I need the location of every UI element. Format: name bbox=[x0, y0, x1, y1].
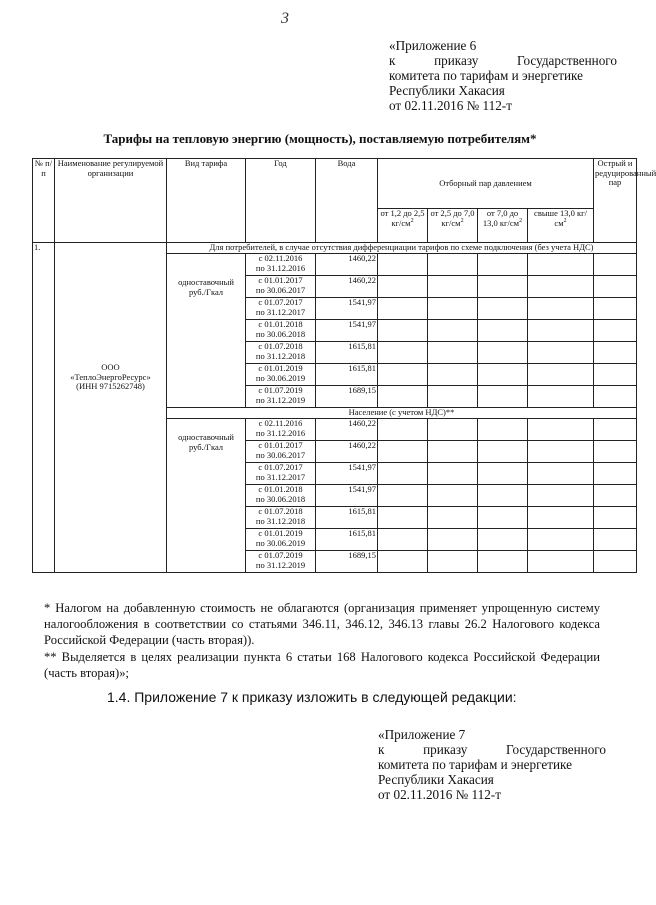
period-line: с 01.07.2018 bbox=[258, 341, 303, 351]
empty-cell bbox=[528, 507, 594, 529]
section-row bbox=[33, 243, 637, 254]
header-sharp-steam: Острый и редуцированный пар bbox=[594, 159, 637, 243]
empty-cell bbox=[378, 419, 428, 441]
appendix-line bbox=[389, 53, 617, 68]
footnote-2: ** Выделяется в целях реализации пункта 6 статьи 168 Налогового кодекса Российской Федерации (часть вторая)»; bbox=[44, 649, 600, 680]
period-line: с 01.01.2017 bbox=[258, 440, 303, 450]
water-tariff-value: 1541,97 bbox=[316, 485, 378, 507]
empty-cell bbox=[594, 529, 637, 551]
row-number: 1. bbox=[33, 243, 55, 573]
water-tariff-value: 1615,81 bbox=[316, 364, 378, 386]
empty-cell bbox=[378, 463, 428, 485]
appendix-line: Республики Хакасия bbox=[389, 83, 505, 98]
empty-cell bbox=[428, 507, 478, 529]
empty-cell bbox=[428, 529, 478, 551]
empty-cell bbox=[478, 342, 528, 364]
water-tariff-value: 1689,15 bbox=[316, 551, 378, 573]
appendix-line: от 02.11.2016 № 112-т bbox=[378, 787, 501, 802]
empty-cell bbox=[378, 364, 428, 386]
empty-cell bbox=[428, 485, 478, 507]
header-organization: Наименование регулируемой организации bbox=[55, 159, 167, 243]
appendix-header-bottom bbox=[378, 727, 606, 802]
empty-cell bbox=[478, 441, 528, 463]
empty-cell bbox=[428, 441, 478, 463]
empty-cell bbox=[378, 386, 428, 408]
empty-cell bbox=[528, 441, 594, 463]
period-cell bbox=[246, 276, 316, 298]
period-cell bbox=[246, 342, 316, 364]
header-num: № п/ п bbox=[33, 159, 55, 243]
period-line: по 31.12.2018 bbox=[255, 515, 306, 526]
appendix-line: Республики Хакасия bbox=[378, 772, 494, 787]
empty-cell bbox=[594, 485, 637, 507]
empty-cell bbox=[428, 386, 478, 408]
appendix-line: комитета по тарифам и энергетике bbox=[389, 68, 583, 83]
header-tariff-type: Вид тарифа bbox=[167, 159, 246, 243]
period-line: с 01.01.2017 bbox=[258, 275, 303, 285]
empty-cell bbox=[478, 320, 528, 342]
header-water: Вода bbox=[316, 159, 378, 243]
appendix-line: от 02.11.2016 № 112-т bbox=[389, 98, 512, 113]
organization-line: «ТеплоЭнергоРесурс» bbox=[70, 371, 151, 382]
water-tariff-value: 1541,97 bbox=[316, 463, 378, 485]
water-tariff-value: 1460,22 bbox=[316, 254, 378, 276]
footnote-1: * Налогом на добавленную стоимость не облагаются (организация применяет упрощенную систему налогообложения в соответствии со статьями 346.11, 346.12, 346.13 главы 26.2 Налогового кодекса Российской Федерации (часть вторая)). bbox=[44, 601, 600, 648]
water-tariff-value: 1541,97 bbox=[316, 298, 378, 320]
empty-cell bbox=[378, 441, 428, 463]
section-title: Население (с учетом НДС)** bbox=[167, 408, 637, 419]
empty-cell bbox=[594, 298, 637, 320]
appendix-word: приказу bbox=[423, 742, 468, 757]
empty-cell bbox=[478, 529, 528, 551]
appendix-word: приказу bbox=[434, 53, 479, 68]
period-line: по 30.06.2017 bbox=[255, 284, 306, 295]
empty-cell bbox=[428, 342, 478, 364]
empty-cell bbox=[478, 276, 528, 298]
empty-cell bbox=[478, 298, 528, 320]
header-pressure-3: от 7,0 до 13,0 $кг/см^2$ bbox=[478, 209, 528, 243]
empty-cell bbox=[378, 320, 428, 342]
empty-cell bbox=[478, 507, 528, 529]
header-year: Год bbox=[246, 159, 316, 243]
period-line: по 31.12.2017 bbox=[255, 471, 306, 482]
empty-cell bbox=[378, 529, 428, 551]
appendix-line: комитета по тарифам и энергетике bbox=[378, 757, 572, 772]
empty-cell bbox=[594, 441, 637, 463]
empty-cell bbox=[478, 551, 528, 573]
period-cell bbox=[246, 254, 316, 276]
empty-cell bbox=[594, 551, 637, 573]
page-number: 3 bbox=[281, 10, 289, 27]
period-cell bbox=[246, 419, 316, 441]
period-line: с 01.07.2017 bbox=[258, 297, 303, 307]
empty-cell bbox=[528, 276, 594, 298]
empty-cell bbox=[528, 463, 594, 485]
document-title: Тарифы на тепловую энергию (мощность), поставляемую потребителям* bbox=[103, 131, 537, 146]
empty-cell bbox=[594, 254, 637, 276]
period-cell bbox=[246, 364, 316, 386]
period-line: по 30.06.2019 bbox=[255, 537, 306, 548]
period-line: по 30.06.2017 bbox=[255, 449, 306, 460]
water-tariff-value: 1689,15 bbox=[316, 386, 378, 408]
empty-cell bbox=[428, 463, 478, 485]
water-tariff-value: 1615,81 bbox=[316, 342, 378, 364]
empty-cell bbox=[594, 419, 637, 441]
appendix-header-top bbox=[389, 38, 617, 113]
appendix-word: к bbox=[378, 742, 385, 757]
empty-cell bbox=[528, 298, 594, 320]
organization-line: ООО bbox=[101, 362, 120, 373]
appendix-word: к bbox=[389, 53, 396, 68]
period-line: с 01.07.2019 bbox=[258, 385, 303, 395]
water-tariff-value: 1460,22 bbox=[316, 419, 378, 441]
empty-cell bbox=[478, 485, 528, 507]
water-tariff-value: 1460,22 bbox=[316, 441, 378, 463]
tariff-type-cell bbox=[167, 419, 246, 573]
empty-cell bbox=[378, 342, 428, 364]
water-tariff-value: 1615,81 bbox=[316, 507, 378, 529]
empty-cell bbox=[378, 254, 428, 276]
period-line: с 01.01.2018 bbox=[258, 484, 303, 494]
empty-cell bbox=[594, 463, 637, 485]
period-line: с 01.07.2018 bbox=[258, 506, 303, 516]
empty-cell bbox=[594, 320, 637, 342]
empty-cell bbox=[428, 364, 478, 386]
period-line: с 02.11.2016 bbox=[258, 418, 303, 428]
header-pressure-1: от 1,2 до 2,5 $кг/см^2$ bbox=[378, 209, 428, 243]
empty-cell bbox=[478, 386, 528, 408]
organization-cell bbox=[55, 243, 167, 573]
appendix-word: Государственного bbox=[517, 53, 617, 68]
period-cell bbox=[246, 320, 316, 342]
organization-line: (ИНН 9715262748) bbox=[76, 381, 145, 392]
period-line: с 01.01.2018 bbox=[258, 319, 303, 329]
empty-cell bbox=[378, 507, 428, 529]
empty-cell bbox=[594, 276, 637, 298]
period-cell bbox=[246, 298, 316, 320]
appendix-line: «Приложение 7 bbox=[378, 727, 466, 742]
empty-cell bbox=[528, 364, 594, 386]
appendix-line bbox=[378, 742, 606, 757]
period-cell bbox=[246, 529, 316, 551]
period-line: по 31.12.2018 bbox=[255, 350, 306, 361]
item-1-4: 1.4. Приложение 7 к приказу изложить в следующей редакции: bbox=[107, 689, 517, 705]
empty-cell bbox=[528, 485, 594, 507]
empty-cell bbox=[378, 298, 428, 320]
empty-cell bbox=[478, 364, 528, 386]
period-line: с 02.11.2016 bbox=[258, 253, 303, 263]
period-line: по 31.12.2019 bbox=[255, 559, 306, 570]
period-line: с 01.07.2017 bbox=[258, 462, 303, 472]
empty-cell bbox=[528, 342, 594, 364]
period-line: по 30.06.2019 bbox=[255, 372, 306, 383]
period-line: с 01.01.2019 bbox=[258, 363, 303, 373]
period-line: по 30.06.2018 bbox=[255, 328, 306, 339]
period-line: по 31.12.2016 bbox=[255, 262, 306, 273]
tariff-type-line: руб./Гкал bbox=[188, 441, 224, 452]
period-line: по 30.06.2018 bbox=[255, 493, 306, 504]
header-pressure-4: свыше 13,0 $кг/см^2$ bbox=[528, 209, 594, 243]
empty-cell bbox=[378, 551, 428, 573]
header-steam: Отборный пар давлением bbox=[378, 159, 594, 209]
period-cell bbox=[246, 485, 316, 507]
period-line: по 31.12.2016 bbox=[255, 427, 306, 438]
empty-cell bbox=[594, 364, 637, 386]
period-line: с 01.01.2019 bbox=[258, 528, 303, 538]
tariff-type-cell bbox=[167, 254, 246, 408]
empty-cell bbox=[528, 551, 594, 573]
empty-cell bbox=[528, 529, 594, 551]
section-title: Для потребителей, в случае отсутствия дифференциации тарифов по схеме подключения (без учета НДС) bbox=[167, 243, 637, 254]
period-cell bbox=[246, 507, 316, 529]
empty-cell bbox=[528, 386, 594, 408]
water-tariff-value: 1615,81 bbox=[316, 529, 378, 551]
period-line: с 01.07.2019 bbox=[258, 550, 303, 560]
empty-cell bbox=[378, 485, 428, 507]
period-line: по 31.12.2017 bbox=[255, 306, 306, 317]
tariff-type-line: одноставочный bbox=[178, 277, 234, 287]
footnotes bbox=[44, 600, 600, 681]
tariff-type-line: руб./Гкал bbox=[188, 286, 224, 297]
empty-cell bbox=[528, 419, 594, 441]
empty-cell bbox=[594, 507, 637, 529]
empty-cell bbox=[428, 276, 478, 298]
header-pressure-2: от 2,5 до 7,0 $кг/см^2$ bbox=[428, 209, 478, 243]
period-line: по 31.12.2019 bbox=[255, 394, 306, 405]
period-cell bbox=[246, 441, 316, 463]
tariff-type-line: одноставочный bbox=[178, 432, 234, 442]
water-tariff-value: 1460,22 bbox=[316, 276, 378, 298]
empty-cell bbox=[428, 320, 478, 342]
period-cell bbox=[246, 386, 316, 408]
empty-cell bbox=[478, 419, 528, 441]
appendix-line: «Приложение 6 bbox=[389, 38, 477, 53]
table-header-row bbox=[33, 159, 637, 209]
empty-cell bbox=[428, 419, 478, 441]
tariff-table bbox=[32, 158, 656, 573]
water-tariff-value: 1541,97 bbox=[316, 320, 378, 342]
empty-cell bbox=[528, 254, 594, 276]
empty-cell bbox=[428, 298, 478, 320]
empty-cell bbox=[378, 276, 428, 298]
appendix-word: Государственного bbox=[506, 742, 606, 757]
empty-cell bbox=[528, 320, 594, 342]
empty-cell bbox=[594, 386, 637, 408]
period-cell bbox=[246, 551, 316, 573]
empty-cell bbox=[428, 254, 478, 276]
empty-cell bbox=[594, 342, 637, 364]
empty-cell bbox=[428, 551, 478, 573]
empty-cell bbox=[478, 254, 528, 276]
empty-cell bbox=[478, 463, 528, 485]
period-cell bbox=[246, 463, 316, 485]
